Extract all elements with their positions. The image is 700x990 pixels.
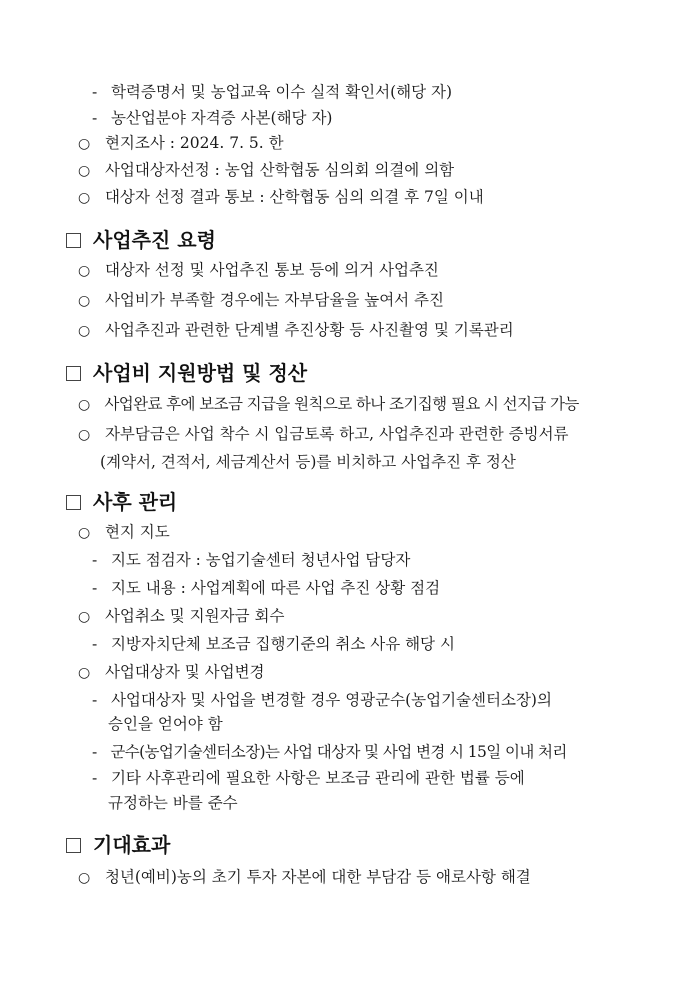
section-heading — [66, 488, 177, 516]
bullet-text: 사업비가 부족할 경우에는 자부담율을 높여서 추진 — [104, 291, 445, 309]
list-item — [78, 423, 569, 446]
dash-marker: - — [92, 109, 98, 127]
sub-item-text: 지방자치단체 보조금 집행기준의 취소 사유 해당 시 — [110, 635, 455, 653]
circle-bullet-icon: ○ — [78, 870, 91, 886]
continuation-text: (계약서, 견적서, 세금계산서 등)를 비치하고 사업추진 후 정산 — [100, 453, 516, 471]
sub-item-text: 지도 점검자 : 농업기술센터 청년사업 담당자 — [110, 551, 411, 569]
circle-bullet-icon: ○ — [78, 163, 91, 179]
circle-bullet-icon: ○ — [78, 397, 90, 413]
list-item — [92, 633, 455, 655]
dash-marker: - — [92, 769, 98, 787]
sub-item-text: 사업대상자 및 사업을 변경할 경우 영광군수(농업기술센터소장)의 — [110, 691, 552, 709]
continuation-text: 승인을 얻어야 함 — [108, 715, 223, 733]
list-item — [92, 741, 567, 763]
bullet-text: 사업완료 후에 보조금 지급을 원칙으로 하나 조기집행 필요 시 선지급 가능 — [104, 395, 579, 413]
section-title: 사업추진 요령 — [93, 228, 216, 252]
square-box-icon — [66, 495, 81, 510]
sub-item-text: 학력증명서 및 농업교육 이수 실적 확인서(해당 자) — [110, 83, 453, 101]
circle-bullet-icon: ○ — [78, 525, 91, 541]
circle-bullet-icon: ○ — [78, 609, 91, 625]
section-title: 기대효과 — [93, 833, 171, 857]
bullet-text: 청년(예비)농의 초기 투자 자본에 대한 부담감 등 애로사항 해결 — [104, 868, 531, 886]
circle-bullet-icon: ○ — [78, 665, 91, 681]
section-heading — [66, 226, 216, 254]
sub-item-text: 군수(농업기술센터소장)는 사업 대상자 및 사업 변경 시 15일 이내 처리 — [110, 743, 567, 761]
list-item — [92, 549, 410, 571]
bullet-text: 사업대상자선정 : 농업 산학협동 심의회 의결에 의함 — [104, 161, 455, 179]
list-item — [92, 81, 452, 103]
list-item — [78, 132, 284, 155]
circle-bullet-icon: ○ — [78, 427, 91, 443]
list-item — [78, 186, 484, 209]
bullet-text: 대상자 선정 및 사업추진 통보 등에 의거 사업추진 — [104, 261, 439, 279]
dash-marker: - — [92, 743, 97, 761]
sub-item-text: 농산업분야 자격증 사본(해당 자) — [110, 109, 333, 127]
bullet-text: 사업대상자 및 사업변경 — [104, 663, 265, 681]
square-box-icon — [66, 233, 81, 248]
sub-item-text: 지도 내용 : 사업계획에 따른 사업 추진 상황 점검 — [110, 579, 441, 597]
circle-bullet-icon: ○ — [78, 263, 91, 279]
list-item — [78, 319, 514, 342]
section-heading — [66, 831, 170, 859]
circle-bullet-icon: ○ — [78, 293, 91, 309]
list-item — [78, 661, 265, 684]
dash-marker: - — [92, 691, 98, 709]
list-item — [78, 866, 531, 889]
circle-bullet-icon: ○ — [78, 323, 91, 339]
section-title: 사업비 지원방법 및 정산 — [93, 361, 308, 385]
list-item — [78, 259, 439, 282]
square-box-icon — [66, 366, 81, 381]
square-box-icon — [66, 838, 81, 853]
sub-item-text: 기타 사후관리에 필요한 사항은 보조금 관리에 관한 법률 등에 — [110, 769, 525, 787]
bullet-text: 대상자 선정 결과 통보 : 산학협동 심의 의결 후 7일 이내 — [104, 188, 484, 206]
bullet-text: 현지조사 : 2024. 7. 5. 한 — [104, 134, 284, 152]
list-item — [78, 605, 284, 628]
dash-marker: - — [92, 635, 98, 653]
circle-bullet-icon: ○ — [78, 136, 91, 152]
section-heading — [66, 359, 307, 387]
list-item — [78, 393, 579, 416]
list-item — [92, 767, 525, 789]
continuation-text: 규정하는 바를 준수 — [108, 794, 238, 812]
bullet-text: 현지 지도 — [104, 523, 170, 541]
list-item — [92, 577, 440, 599]
list-item — [78, 521, 170, 544]
bullet-text: 자부담금은 사업 착수 시 입금토록 하고, 사업추진과 관련한 증빙서류 — [104, 425, 569, 443]
list-item — [78, 289, 444, 312]
circle-bullet-icon: ○ — [78, 190, 91, 206]
dash-marker: - — [92, 83, 98, 101]
bullet-text: 사업취소 및 지원자금 회수 — [104, 607, 285, 625]
bullet-text: 사업추진과 관련한 단계별 추진상황 등 사진촬영 및 기록관리 — [104, 321, 514, 339]
dash-marker: - — [92, 551, 98, 569]
list-item — [78, 159, 454, 182]
list-item — [92, 107, 332, 129]
dash-marker: - — [92, 579, 98, 597]
section-title: 사후 관리 — [93, 490, 178, 514]
list-item — [92, 689, 552, 711]
